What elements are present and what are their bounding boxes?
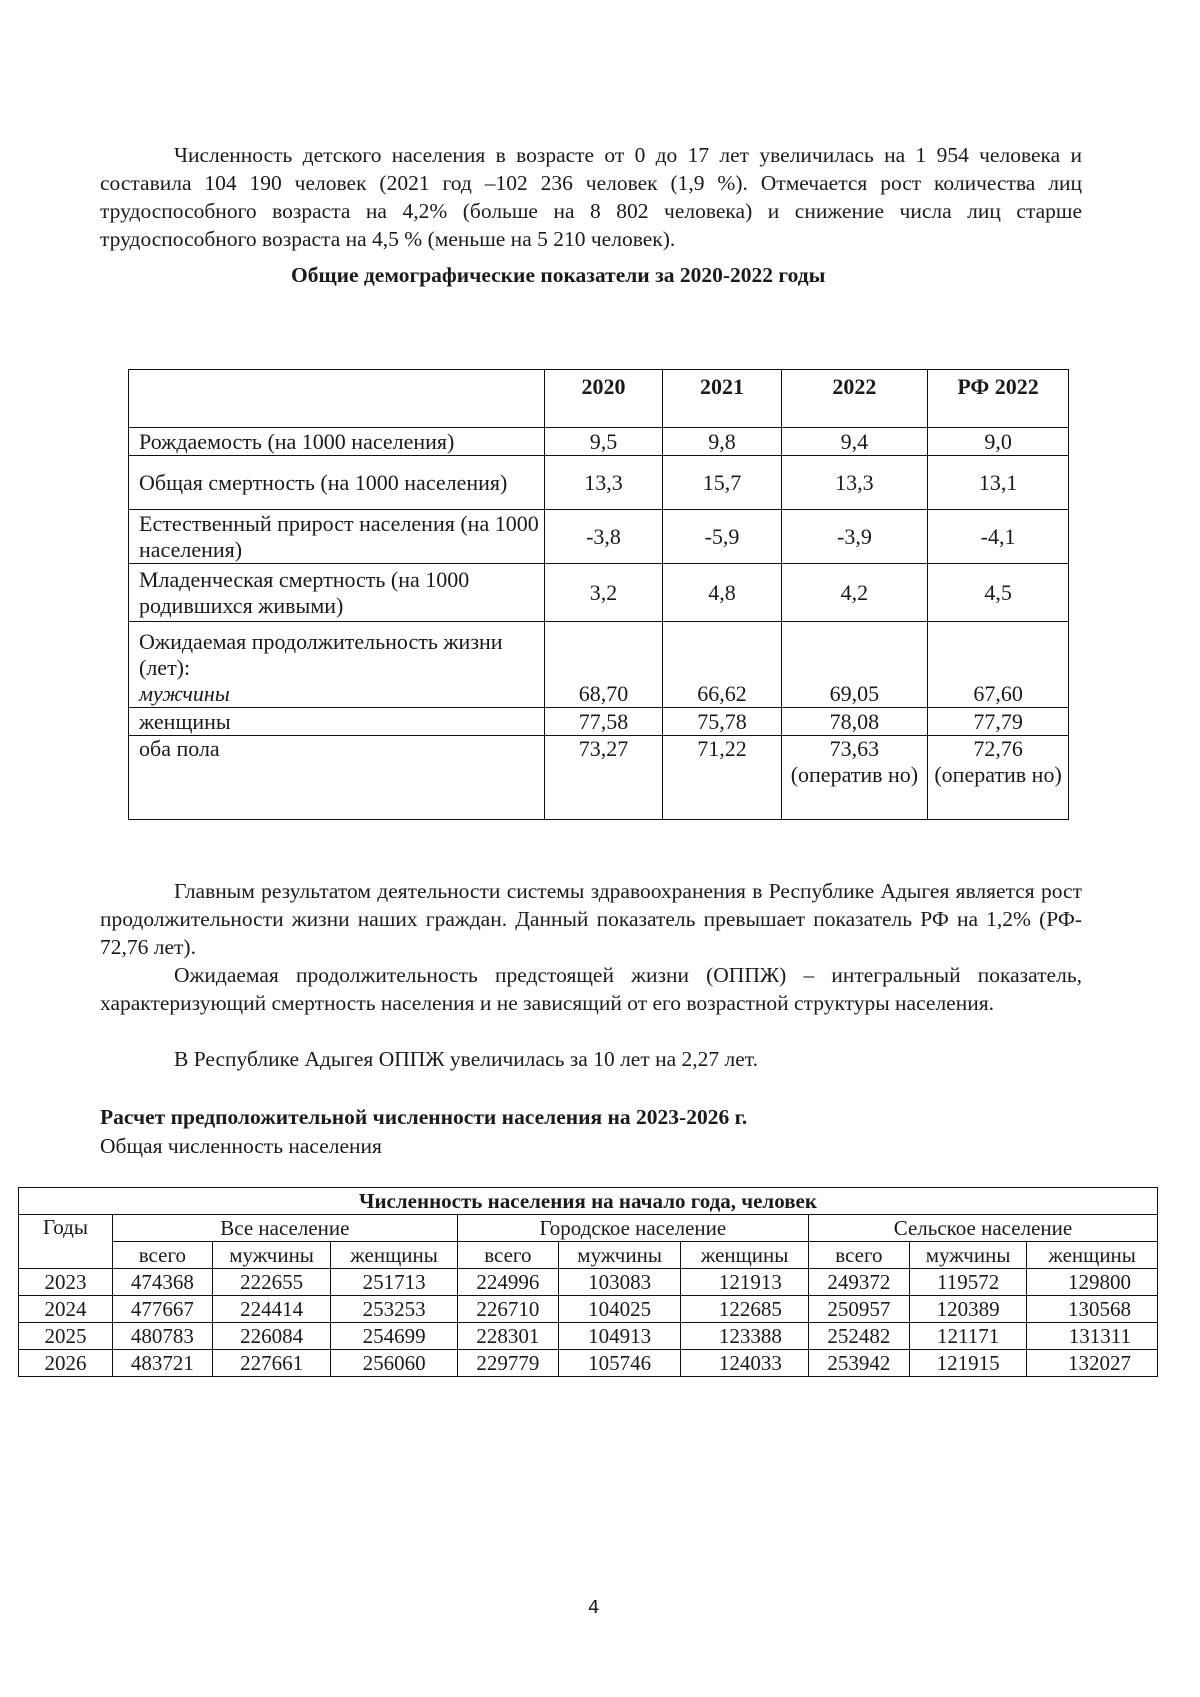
cell-value: 119572 (909, 1269, 1026, 1296)
cell-value: 4,8 (663, 564, 781, 622)
cell-value: -3,9 (781, 510, 927, 564)
cell-value: 71,22 (663, 736, 781, 820)
table2-row (19, 1323, 1158, 1350)
cell-value: 120389 (909, 1296, 1026, 1323)
cell-value: 249372 (808, 1269, 909, 1296)
cell-value: 105746 (558, 1350, 680, 1377)
table1-row (129, 708, 1069, 736)
forecast-heading: Расчет предположительной численности населения на 2023-2026 г. (100, 1105, 748, 1129)
table1-row (129, 510, 1069, 564)
sub-header: женщины (331, 1242, 458, 1269)
table1-row (129, 456, 1069, 510)
cell-value: 13,1 (928, 456, 1069, 510)
cell-value: 253253 (331, 1296, 458, 1323)
cell-value: 224414 (212, 1296, 330, 1323)
cell-value: 132027 (1027, 1350, 1158, 1377)
sub-header: женщины (1027, 1242, 1158, 1269)
cell-value: 250957 (808, 1296, 909, 1323)
cell-value: 13,3 (781, 456, 927, 510)
table2-group-row (19, 1215, 1158, 1242)
cell-value: 4,2 (781, 564, 927, 622)
cell-value: 124033 (681, 1350, 809, 1377)
row-label: женщины (129, 708, 545, 736)
life-expectancy-label: Ожидаемая продолжительность жизни (лет): (139, 629, 503, 680)
cell-value: 227661 (212, 1350, 330, 1377)
table1-corner (129, 370, 545, 428)
population-forecast-table (18, 1187, 1158, 1377)
cell-value: 73,63 (оператив но) (781, 736, 927, 820)
cell-value: 104913 (558, 1323, 680, 1350)
table1-header: 2022 (781, 370, 927, 428)
cell-value: 229779 (457, 1350, 558, 1377)
cell-value: 73,27 (544, 736, 662, 820)
cell-value: -3,8 (544, 510, 662, 564)
year-cell: 2023 (19, 1269, 113, 1296)
cell-value: 3,2 (544, 564, 662, 622)
cell-value: 75,78 (663, 708, 781, 736)
cell-value: 253942 (808, 1350, 909, 1377)
cell-value: 121171 (909, 1323, 1026, 1350)
table2-subheader-row (19, 1242, 1158, 1269)
table2-row (19, 1350, 1158, 1377)
table2-caption: Численность населения на начало года, человек (19, 1188, 1158, 1215)
group-header: Все население (112, 1215, 457, 1242)
cell-value: 474368 (112, 1269, 212, 1296)
table1-header: 2020 (544, 370, 662, 428)
cell-value: 226710 (457, 1296, 558, 1323)
cell-value: 122685 (681, 1296, 809, 1323)
cell-value: 483721 (112, 1350, 212, 1377)
sub-header: всего (808, 1242, 909, 1269)
cell-value: -4,1 (928, 510, 1069, 564)
cell-value: 251713 (331, 1269, 458, 1296)
table1-row (129, 428, 1069, 456)
cell-value: 121913 (681, 1269, 809, 1296)
sub-header: всего (457, 1242, 558, 1269)
cell-value: 130568 (1027, 1296, 1158, 1323)
cell-value: 224996 (457, 1269, 558, 1296)
cell-value: 9,8 (663, 428, 781, 456)
cell-value: 9,4 (781, 428, 927, 456)
group-header: Городское население (457, 1215, 808, 1242)
cell-value: 129800 (1027, 1269, 1158, 1296)
year-cell: 2026 (19, 1350, 113, 1377)
cell-value: 13,3 (544, 456, 662, 510)
body-paragraph-3: В Республике Адыгея ОППЖ увеличилась за 10 лет на 2,27 лет. (174, 1047, 758, 1071)
cell-value: 68,70 (544, 622, 662, 708)
sub-header: мужчины (558, 1242, 680, 1269)
cell-value: 103083 (558, 1269, 680, 1296)
cell-value: 226084 (212, 1323, 330, 1350)
year-cell: 2024 (19, 1296, 113, 1323)
years-header: Годы (19, 1215, 113, 1269)
table1-title: Общие демографические показатели за 2020-2022 годы (291, 263, 826, 287)
sub-header: мужчины (212, 1242, 330, 1269)
cell-value: -5,9 (663, 510, 781, 564)
cell-value: 77,58 (544, 708, 662, 736)
table2-row (19, 1296, 1158, 1323)
body-paragraph-1: Главным результатом деятельности системы здравоохранения в Республике Адыгея является рост продолжительности жизни наших граждан. Данный показатель превышает показатель РФ на 1,2% (РФ- 72,76 лет). (100, 879, 1082, 959)
year-cell: 2025 (19, 1323, 113, 1350)
table1-row (129, 622, 1069, 708)
cell-value: 78,08 (781, 708, 927, 736)
cell-value: 252482 (808, 1323, 909, 1350)
body-paragraph-2: Ожидаемая продолжительность предстоящей жизни (ОППЖ) – интегральный показатель, характеризующий смертность населения и не зависящий от его возрастной структуры населения. (100, 963, 1082, 1015)
sub-header: женщины (681, 1242, 809, 1269)
table1-row (129, 564, 1069, 622)
row-label (129, 622, 545, 708)
table2-caption-row (19, 1188, 1158, 1215)
group-header: Сельское население (808, 1215, 1157, 1242)
demographics-table (128, 369, 1069, 820)
cell-value: 9,5 (544, 428, 662, 456)
table2-row (19, 1269, 1158, 1296)
table1-header-row (129, 370, 1069, 428)
table1-header: 2021 (663, 370, 781, 428)
cell-value: 254699 (331, 1323, 458, 1350)
row-label: Общая смертность (на 1000 населения) (129, 456, 545, 510)
cell-value: 104025 (558, 1296, 680, 1323)
cell-value: 222655 (212, 1269, 330, 1296)
table1-row (129, 736, 1069, 820)
cell-value: 131311 (1027, 1323, 1158, 1350)
row-label: Младенческая смертность (на 1000 родившихся живыми) (129, 564, 545, 622)
cell-value: 66,62 (663, 622, 781, 708)
cell-value: 69,05 (781, 622, 927, 708)
row-sublabel: мужчины (139, 681, 230, 706)
cell-value: 480783 (112, 1323, 212, 1350)
row-label: оба пола (129, 736, 545, 820)
page-number: 4 (588, 1597, 600, 1618)
sub-header: всего (112, 1242, 212, 1269)
intro-paragraph: Численность детского населения в возрасте от 0 до 17 лет увеличилась на 1 954 человека и составила 104 190 человек (2021 год –102 236 человек (1,9 %). Отмечается рост количества лиц трудоспособного возраста на 4,2% (больше на 8 802 человека) и снижение числа лиц старше трудоспособного возраста на 4,5 % (меньше на 5 210 человек). (100, 143, 1082, 251)
cell-value: 256060 (331, 1350, 458, 1377)
sub-header: мужчины (909, 1242, 1026, 1269)
cell-value: 67,60 (928, 622, 1069, 708)
cell-value: 477667 (112, 1296, 212, 1323)
cell-value: 228301 (457, 1323, 558, 1350)
cell-value: 4,5 (928, 564, 1069, 622)
table1-header: РФ 2022 (928, 370, 1069, 428)
row-label: Естественный прирост населения (на 1000 населения) (129, 510, 545, 564)
cell-value: 123388 (681, 1323, 809, 1350)
cell-value: 72,76 (оператив но) (928, 736, 1069, 820)
cell-value: 15,7 (663, 456, 781, 510)
forecast-subheading: Общая численность населения (100, 1134, 382, 1158)
cell-value: 9,0 (928, 428, 1069, 456)
cell-value: 77,79 (928, 708, 1069, 736)
row-label: Рождаемость (на 1000 населения) (129, 428, 545, 456)
cell-value: 121915 (909, 1350, 1026, 1377)
